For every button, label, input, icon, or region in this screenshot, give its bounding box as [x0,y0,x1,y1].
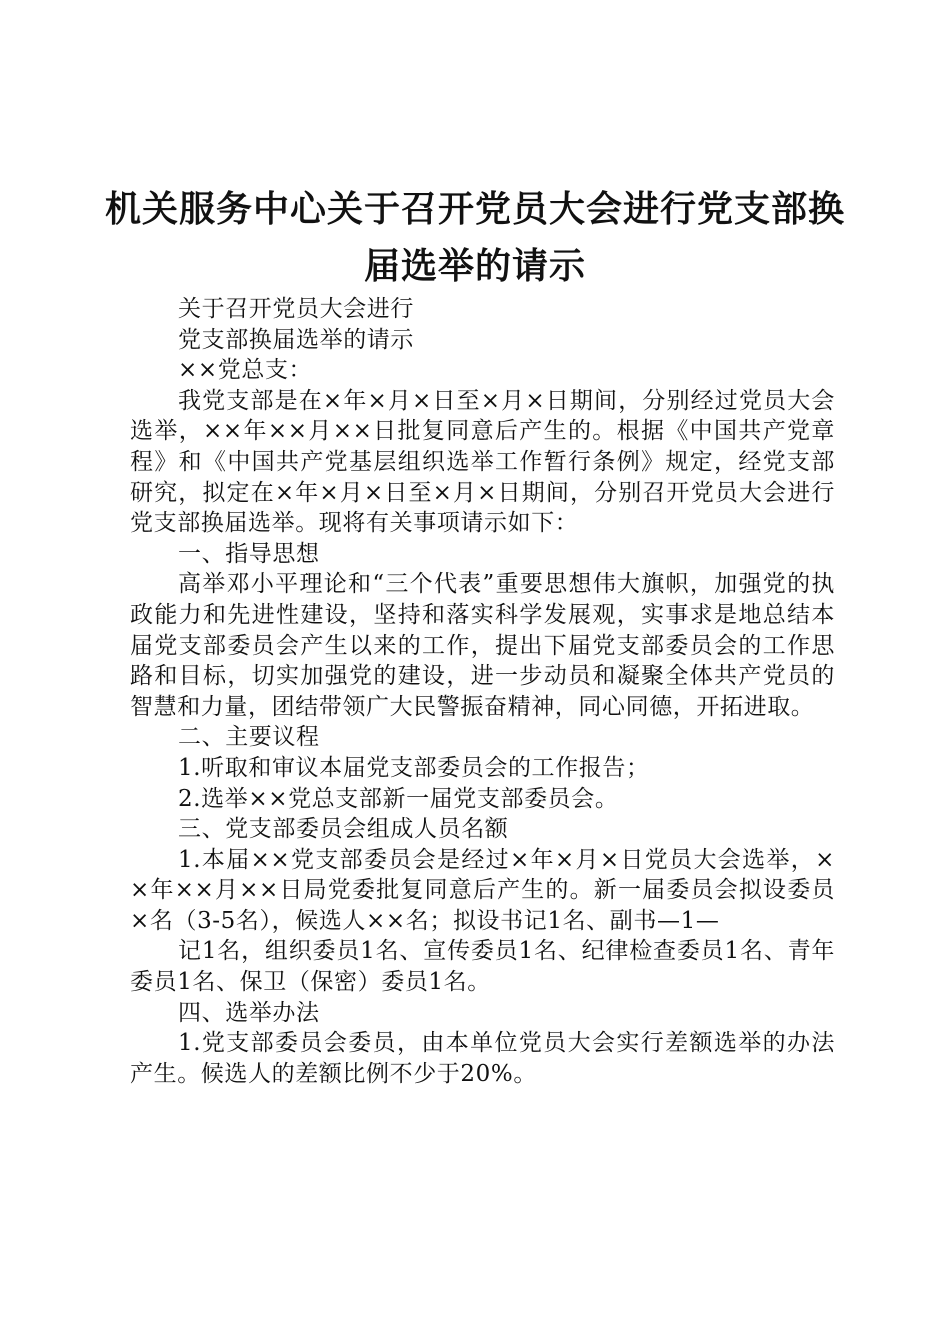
intro-paragraph: 我党支部是在×年×月×日至×月×日期间，分别经过党员大会选举，××年××月××日批复同意后产生的。根据《中国共产党章程》和《中国共产党基层组织选举工作暂行条例》规定，经党支部研究，拟定在×年×月×日至×月×日期间，分别召开党员大会进行党支部换届选举。现将有关事项请示如下： [130,387,835,537]
section-heading-committee-quota: 三、党支部委员会组成人员名额 [178,816,509,843]
agenda-item-2: 2.选举××党总支部新一届党支部委员会。 [178,785,619,812]
section-heading-election-method: 四、选举办法 [178,999,320,1026]
election-method-paragraph: 1.党支部委员会委员，由本单位党员大会实行差额选举的办法产生。候选人的差额比例不少于20%。 [130,1030,835,1087]
subject-line-2: 党支部换届选举的请示 [178,326,414,353]
section-heading-guiding-thought: 一、指导思想 [178,540,320,567]
guiding-thought-paragraph: 高举邓小平理论和“三个代表”重要思想伟大旗帜，加强党的执政能力和先进性建设，坚持和落实科学发展观，实事求是地总结本届党支部委员会产生以来的工作，提出下届党支部委员会的工作思路和目标，切实加强党的建设，进一步动员和凝聚全体共产党员的智慧和力量，团结带领广大民警振奋精神，同心同德，开拓进取。 [130,571,835,720]
document-title-line-2: 届选举的请示 [363,246,586,287]
agenda-item-1: 1.听取和审议本届党支部委员会的工作报告； [178,754,650,781]
section-heading-agenda: 二、主要议程 [178,724,320,751]
committee-quota-paragraph: 1.本届××党支部委员会是经过×年×月×日党员大会选举，××年××月××日局党委批复同意后产生的。新一届委员会拟设委员×名（3-5名），候选人××名；拟设书记1名、副书—1— [130,846,835,934]
committee-roles-paragraph: 记1名，组织委员1名、宣传委员1名、纪律检查委员1名、青年委员1名、保卫（保密）委员1名。 [130,938,835,996]
subject-line-1: 关于召开党员大会进行 [178,296,414,322]
document-body [130,294,835,1089]
addressee: ××党总支： [178,357,313,384]
document-title-line-1: 机关服务中心关于召开党员大会进行党支部换 [104,189,845,230]
